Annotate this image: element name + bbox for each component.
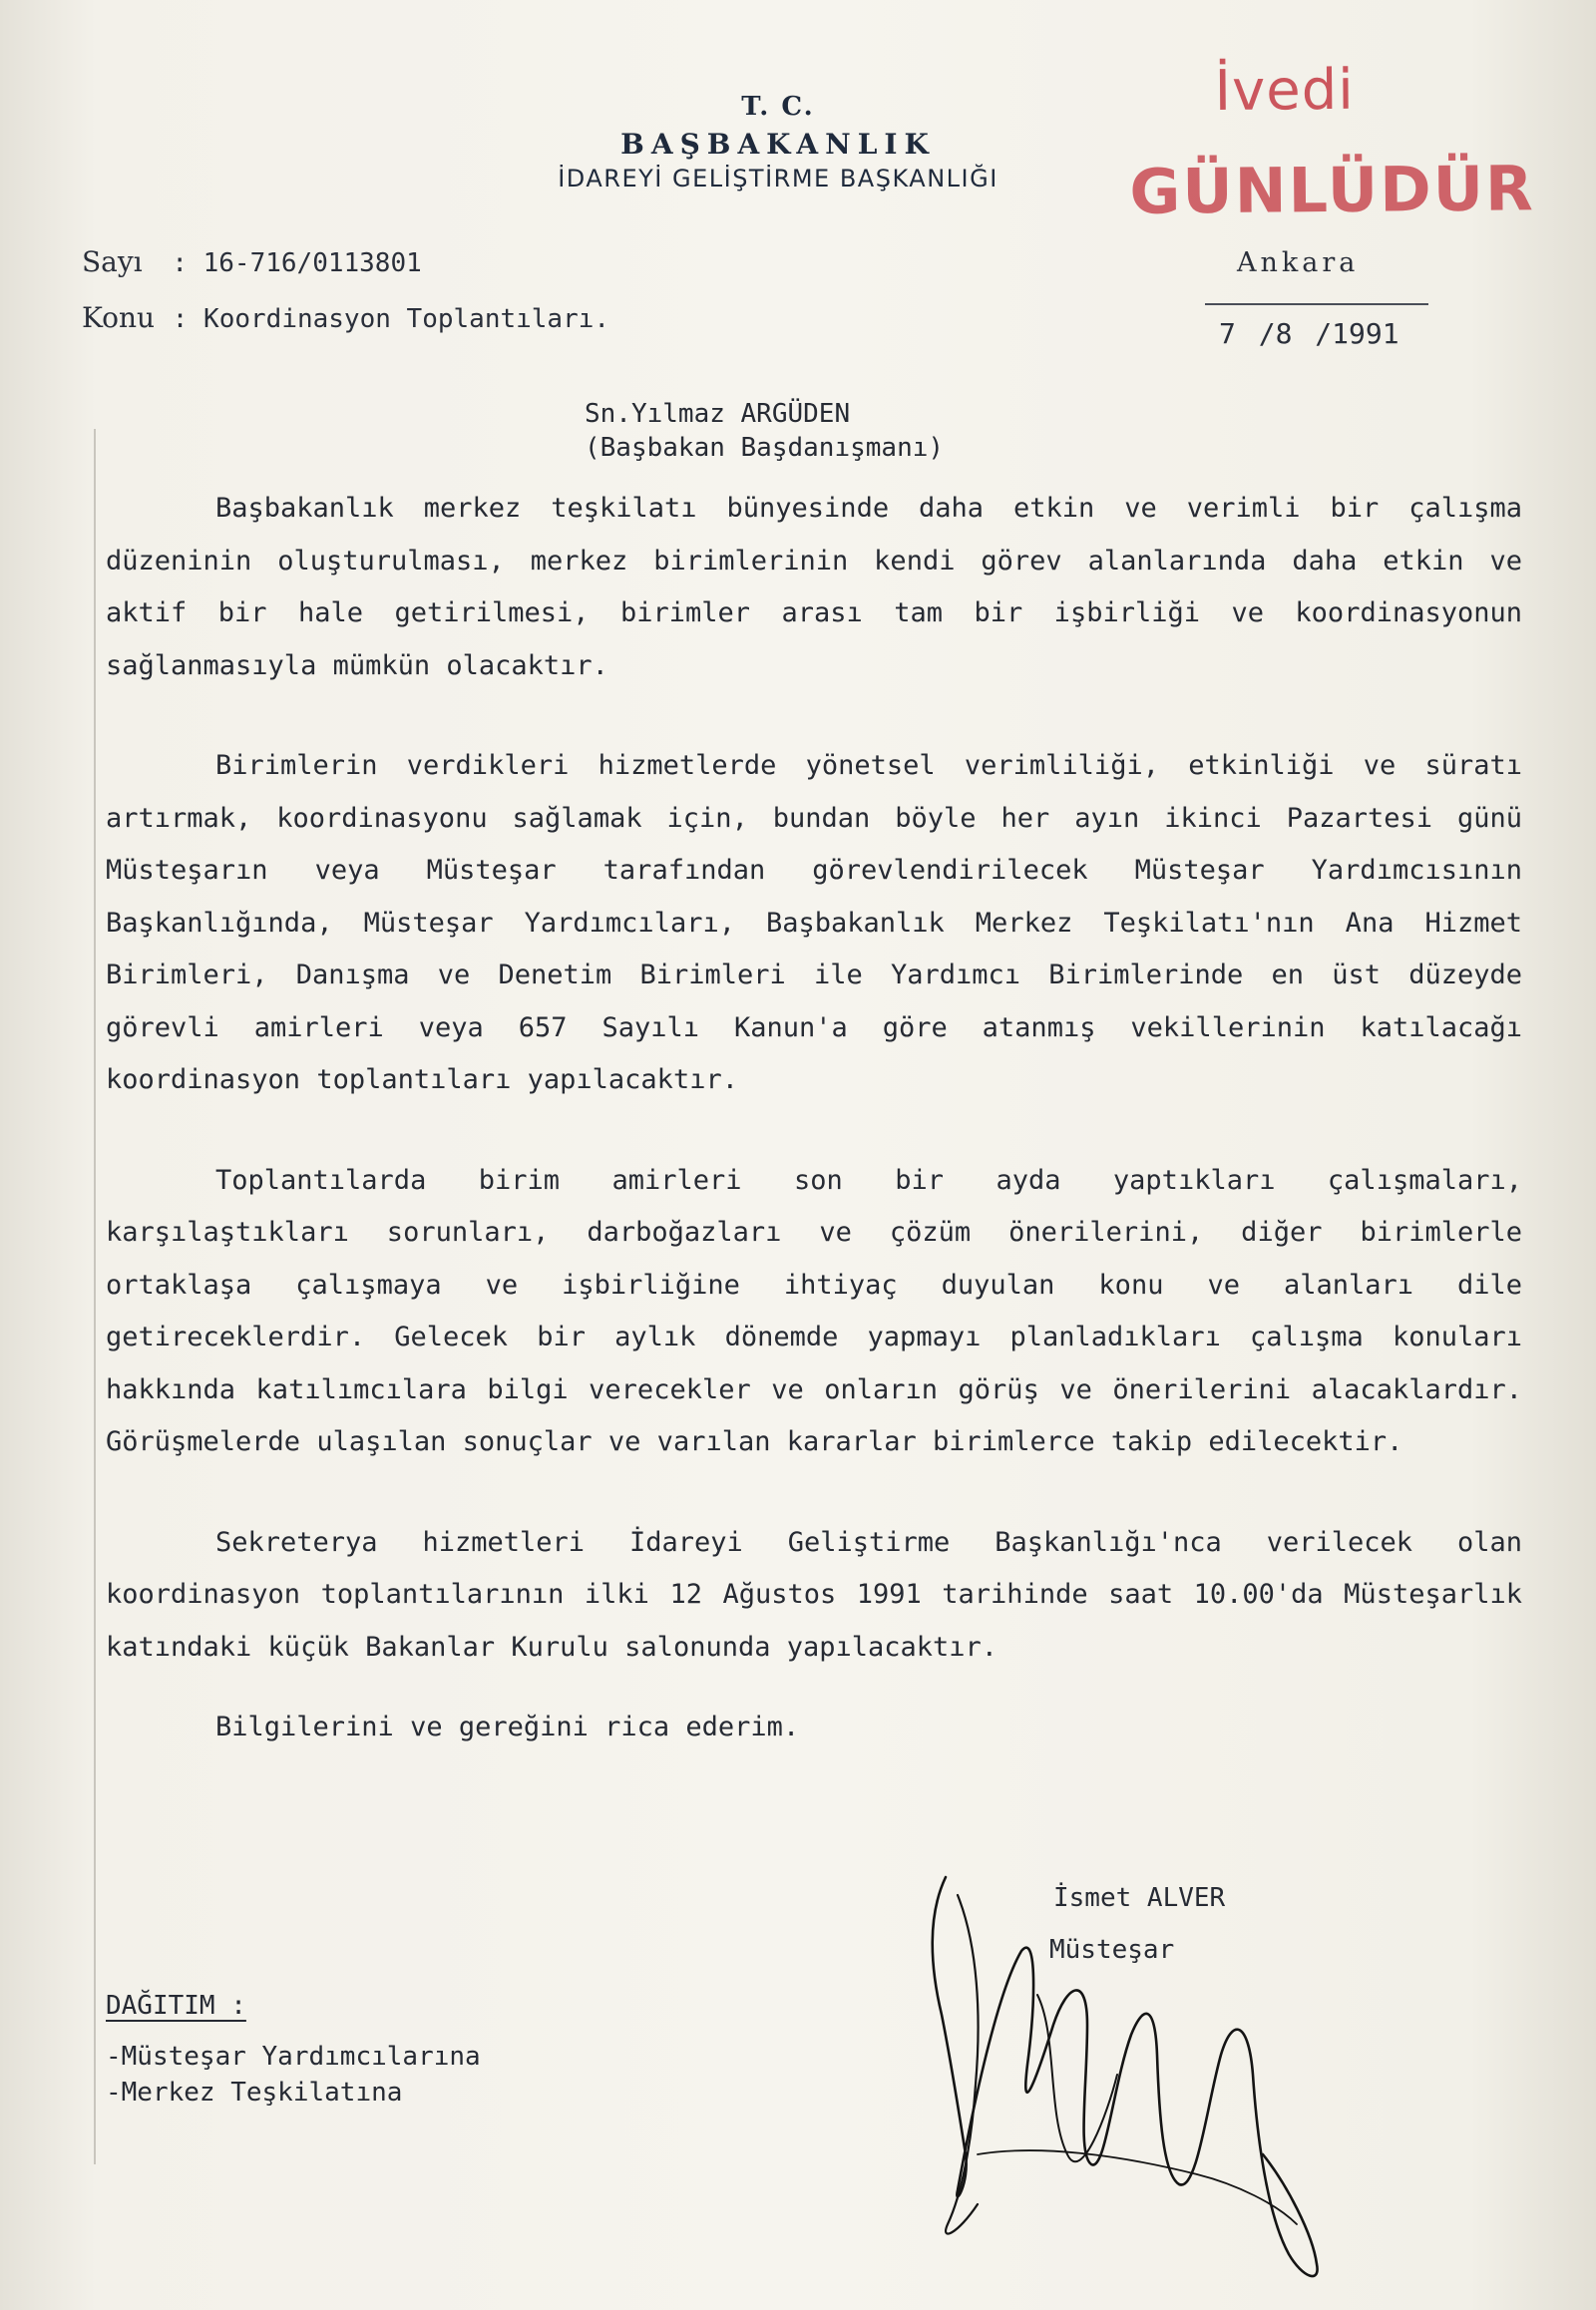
distribution-list <box>106 2039 481 2111</box>
stamp-ivedi: İvedi <box>1214 57 1356 124</box>
letter-body <box>106 483 1522 1753</box>
stamp-gunludur: GÜNLÜDÜR <box>1129 152 1536 228</box>
body-paragraph: Toplantılarda birim amirleri son bir ayda yaptıkları çalışmaları, karşılaştıkları sorunları, darboğazları ve çözüm önerilerini, diğer birimlerle ortaklaşa çalışmaya ve işbirliğine ihtiyaç duyulan konu ve alanları dile getireceklerdir. Gelecek bir aylık dönemde yapmayı planladıkları çalışma konuları hakkında katılımcılara bilgi verecekler ve onların görüş ve önerilerini alacaklardır. Görüşmelerde ulaşılan sonuçlar ve varılan kararlar birimlerce takip edilecektir. <box>106 1164 1522 1457</box>
margin-line <box>94 429 96 2164</box>
letterhead-department: İDAREYİ GELİŞTİRME BAŞKANLIĞI <box>558 165 998 192</box>
letterhead-institution: BAŞBAKANLIK <box>620 128 936 161</box>
addressee-title: (Başbakan Başdanışmanı) <box>585 433 945 463</box>
sayi-label: Sayı <box>82 245 143 278</box>
addressee <box>585 397 944 465</box>
urgency-stamp <box>1116 56 1536 229</box>
date-rule <box>1205 303 1428 305</box>
body-paragraph: Başbakanlık merkez teşkilatı bünyesinde daha etkin ve verimli bir çalışma düzeninin oluşturulması, merkez birimlerinin kendi görev alanlarında daha etkin ve aktif bir hale getirilmesi, birimler arası tam bir işbirliği ve koordinasyonun sağlanmasıyla mümkün olacaktır. <box>106 493 1522 681</box>
closing-line: Bilgilerini ve gereğini rica ederim. <box>215 1712 800 1742</box>
sayi-value: : 16-716/0113801 <box>172 248 422 278</box>
date: 7 /8 /1991 <box>1219 317 1399 350</box>
distribution-title: DAĞITIM : <box>106 1991 246 2021</box>
body-paragraph: Sekreterya hizmetleri İdareyi Geliştirme Başkanlığı'nca verilecek olan koordinasyon toplantılarının ilki 12 Ağustos 1991 tarihinde saat 10.00'da Müsteşarlık katındaki küçük Bakanlar Kurulu salonunda yapılacaktır. <box>106 1526 1522 1663</box>
addressee-name: Sn.Yılmaz ARGÜDEN <box>585 399 851 429</box>
letterhead-tc: T. C. <box>741 92 815 122</box>
konu-line <box>82 301 609 334</box>
distribution-item: -Müsteşar Yardımcılarına <box>106 2042 481 2072</box>
konu-value: : Koordinasyon Toplantıları. <box>172 304 610 334</box>
konu-label: Konu <box>82 301 156 334</box>
city: Ankara <box>1237 247 1360 278</box>
handwritten-signature <box>918 1855 1377 2294</box>
signatory-title: Müsteşar <box>1049 1935 1175 1965</box>
body-paragraph: Birimlerin verdikleri hizmetlerde yönetsel verimliliği, etkinliği ve süratı artırmak, koordinasyonu sağlamak için, bundan böyle her ayın ikinci Pazartesi günü Müsteşarın veya Müsteşar tarafından görevlendirilecek Müsteşar Yardımcısının Başkanlığında, Müsteşar Yardımcıları, Başbakanlık Merkez Teşkilatı'nın Ana Hizmet Birimleri, Danışma ve Denetim Birimleri ile Yardımcı Birimlerinde en üst düzeyde görevli amirleri veya 657 Sayılı Kanun'a göre atanmış vekillerinin katılacağı koordinasyon toplantıları yapılacaktır. <box>106 750 1522 1095</box>
signatory-name: İsmet ALVER <box>1053 1883 1226 1913</box>
distribution-item: -Merkez Teşkilatına <box>106 2078 403 2108</box>
letterhead <box>499 92 1057 192</box>
sayi-line <box>82 245 422 278</box>
